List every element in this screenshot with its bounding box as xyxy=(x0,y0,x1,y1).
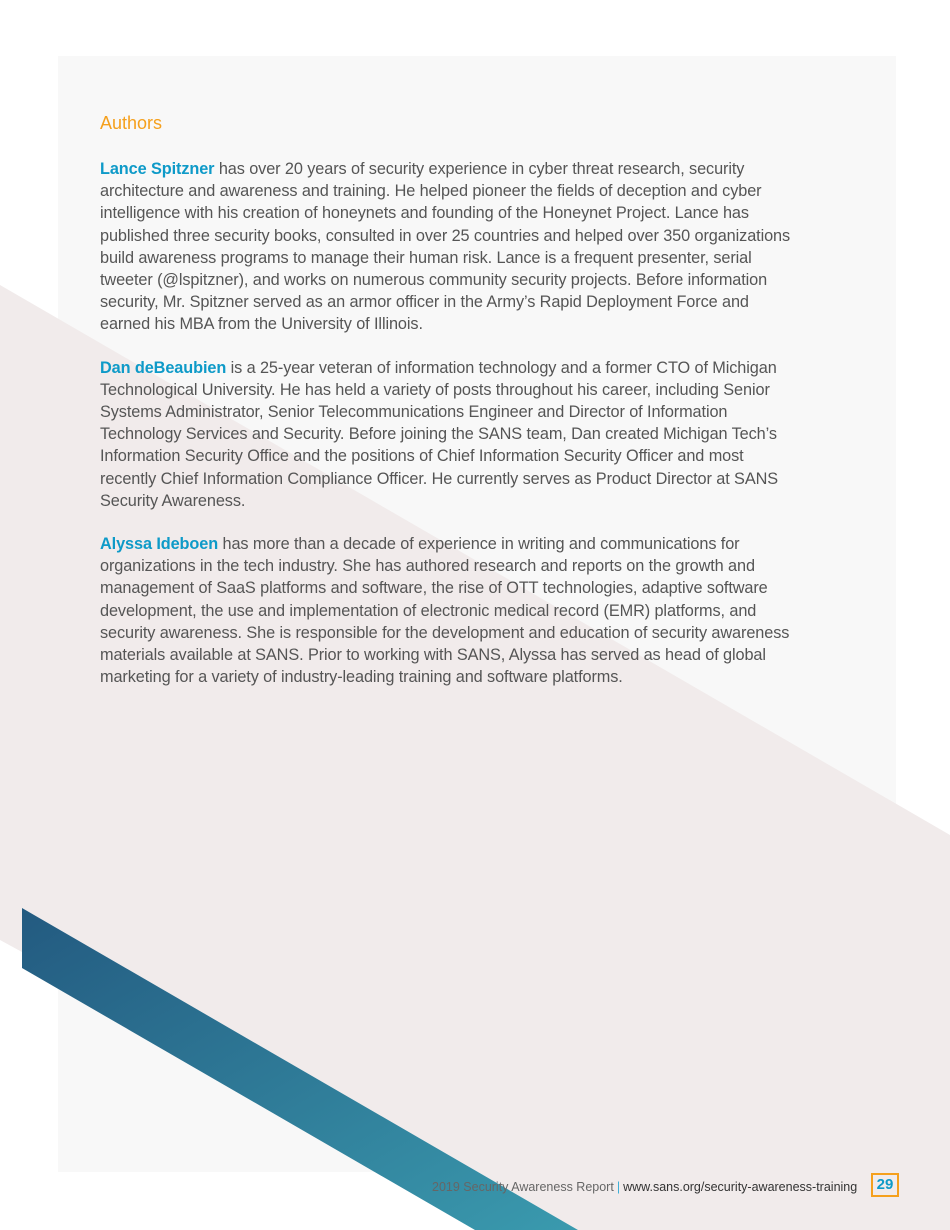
footer xyxy=(432,1180,857,1194)
author-bio-text: has more than a decade of experience in writing and communications for organizations in the tech industry. She has authored research and reports on the growth and management of SaaS platforms and software, the rise of OTT technologies, adaptive software development, the use and implementation of electronic medical record (EMR) platforms, and security awareness. She is responsible for the development and education of security awareness materials available at SANS. Prior to working with SANS, Alyssa has served as head of global marketing for a variety of industry-leading training and software platforms. xyxy=(100,535,790,687)
author-name: Dan deBeaubien xyxy=(100,358,227,377)
authors-section xyxy=(100,110,800,709)
author-name: Alyssa Ideboen xyxy=(100,535,219,554)
author-bio xyxy=(100,158,800,336)
page-number: 29 xyxy=(871,1173,899,1197)
author-bio-text: is a 25-year veteran of information technology and a former CTO of Michigan Technological University. He has held a variety of posts throughout his career, including Senior Systems Administrator, Senior Telecommunications Engineer and Director of Information Technology Services and Security. Before joining the SANS team, Dan created Michigan Tech’s Information Security Office and the positions of Chief Information Security Officer and most recently Chief Information Compliance Officer. He currently serves as Product Director at SANS Security Awareness. xyxy=(100,358,778,510)
author-bio xyxy=(100,533,800,688)
report-title: 2019 Security Awareness Report xyxy=(432,1180,614,1194)
author-bio xyxy=(100,357,800,512)
footer-separator: | xyxy=(616,1180,621,1194)
section-heading: Authors xyxy=(100,113,163,133)
author-bio-text: has over 20 years of security experience in cyber threat research, security architecture and awareness and training. He helped pioneer the fields of deception and cyber intelligence with his creation of honeynets and founding of the Honeynet Project. Lance has published three security books, consulted in over 25 countries and helped over 350 organizations build awareness programs to manage their human risk. Lance is a frequent presenter, serial tweeter (@lspitzner), and works on numerous community security projects. Before information security, Mr. Spitzner served as an armor officer in the Army’s Rapid Deployment Force and earned his MBA from the University of Illinois. xyxy=(100,160,791,334)
author-name: Lance Spitzner xyxy=(100,160,215,178)
footer-url-link[interactable]: www.sans.org/security-awareness-training xyxy=(623,1180,858,1194)
